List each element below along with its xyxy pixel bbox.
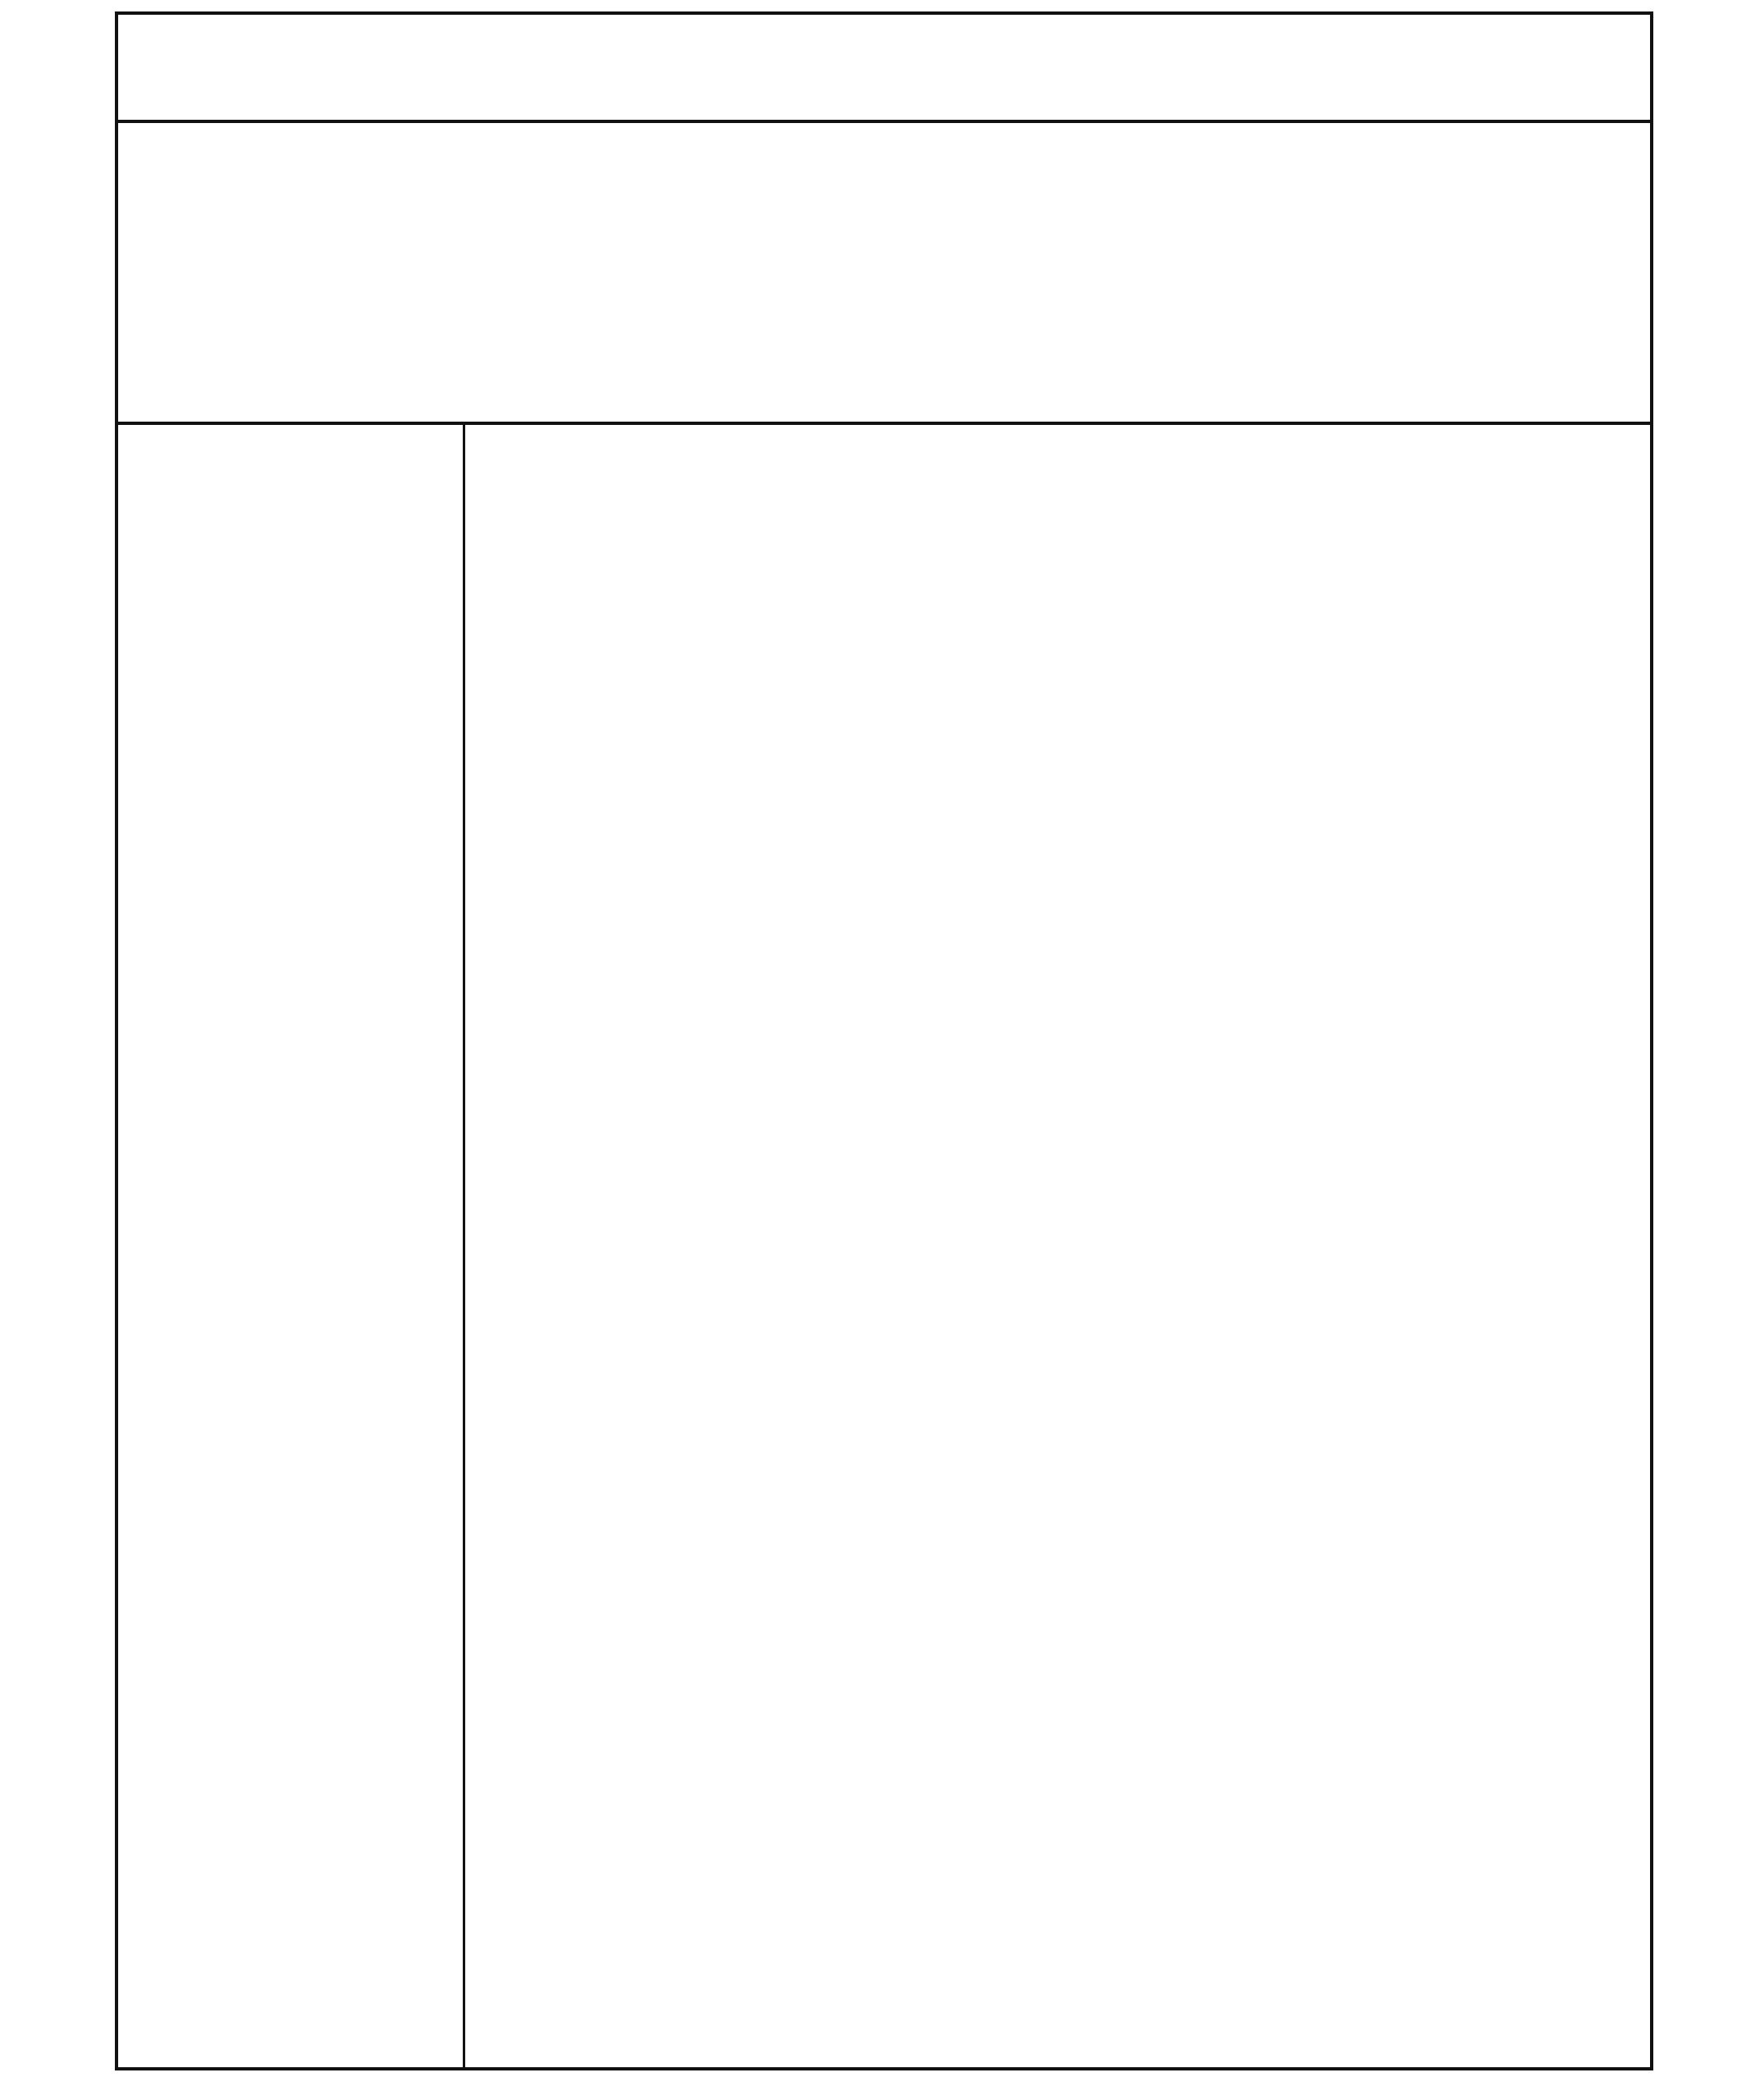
question-table: [118, 425, 1650, 2070]
survey-title: [118, 15, 1650, 123]
column-divider: [463, 425, 465, 2070]
survey-form: [115, 11, 1653, 2070]
intro-section: [118, 123, 1650, 425]
